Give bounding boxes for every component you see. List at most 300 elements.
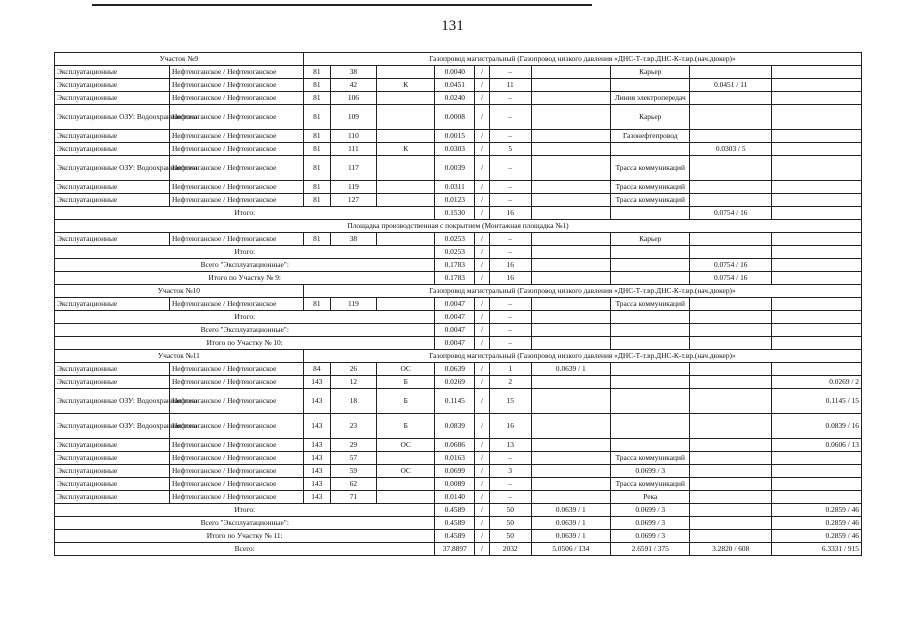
total-label: Итого по Участку № 11: bbox=[55, 530, 435, 543]
area-cell: 0.0123 bbox=[435, 194, 475, 207]
slash-cell: / bbox=[475, 439, 490, 452]
slash-cell: / bbox=[475, 272, 490, 285]
category-cell: Эксплуатационные bbox=[55, 478, 170, 491]
col3-cell bbox=[690, 66, 772, 79]
col3-cell bbox=[690, 389, 772, 414]
table-row bbox=[55, 143, 862, 156]
col2-cell: Трасса коммуникаций bbox=[611, 298, 690, 311]
forestry-cell: Нефтеюганское / Нефтеюганское bbox=[169, 194, 303, 207]
area-cell: 0.0839 bbox=[435, 414, 475, 439]
col4-cell bbox=[772, 194, 862, 207]
forestry-cell: Нефтеюганское / Нефтеюганское bbox=[169, 130, 303, 143]
count-cell: – bbox=[489, 246, 531, 259]
col3-cell bbox=[690, 337, 772, 350]
col1-cell bbox=[531, 337, 610, 350]
code-cell: ОС bbox=[376, 465, 435, 478]
col1-cell bbox=[531, 79, 610, 92]
col1-cell bbox=[531, 207, 610, 220]
col2-cell bbox=[611, 363, 690, 376]
col3-cell: 3.2820 / 608 bbox=[690, 543, 772, 556]
table-row bbox=[55, 465, 862, 478]
table-row bbox=[55, 298, 862, 311]
slash-cell: / bbox=[475, 92, 490, 105]
code-cell: ОС bbox=[376, 439, 435, 452]
col3-cell bbox=[690, 439, 772, 452]
area-cell: 0.0240 bbox=[435, 92, 475, 105]
lot-cell: 117 bbox=[330, 156, 376, 181]
col1-cell bbox=[531, 298, 610, 311]
col1-cell: 0.0639 / 1 bbox=[531, 504, 610, 517]
count-cell: – bbox=[489, 92, 531, 105]
total-row bbox=[55, 530, 862, 543]
count-cell: – bbox=[489, 130, 531, 143]
count-cell: – bbox=[489, 194, 531, 207]
col2-cell: Газонефтепровод bbox=[611, 130, 690, 143]
col4-cell bbox=[772, 79, 862, 92]
total-row bbox=[55, 259, 862, 272]
total-label: Итого: bbox=[55, 311, 435, 324]
area-cell: 0.4589 bbox=[435, 504, 475, 517]
area-cell: 0.0047 bbox=[435, 298, 475, 311]
code-cell bbox=[376, 181, 435, 194]
count-cell: 13 bbox=[489, 439, 531, 452]
col1-cell bbox=[531, 465, 610, 478]
category-cell: Эксплуатационные bbox=[55, 143, 170, 156]
count-cell: – bbox=[489, 452, 531, 465]
col1-cell bbox=[531, 324, 610, 337]
forestry-cell: Нефтеюганское / Нефтеюганское bbox=[169, 181, 303, 194]
col4-cell: 0.2859 / 46 bbox=[772, 517, 862, 530]
slash-cell: / bbox=[475, 298, 490, 311]
area-cell: 0.0699 bbox=[435, 465, 475, 478]
page-number: 131 bbox=[441, 18, 464, 34]
slash-cell: / bbox=[475, 311, 490, 324]
col3-cell bbox=[690, 478, 772, 491]
forestry-cell: Нефтеюганское / Нефтеюганское bbox=[169, 79, 303, 92]
col4-cell bbox=[772, 298, 862, 311]
col1-cell bbox=[531, 389, 610, 414]
code-cell bbox=[376, 105, 435, 130]
code-cell: Б bbox=[376, 414, 435, 439]
area-cell: 0.0140 bbox=[435, 491, 475, 504]
table-row bbox=[55, 92, 862, 105]
forestry-cell: Нефтеюганское / Нефтеюганское bbox=[169, 465, 303, 478]
count-cell: 16 bbox=[489, 259, 531, 272]
col1-cell bbox=[531, 92, 610, 105]
section-header-row bbox=[55, 350, 862, 363]
count-cell: 16 bbox=[489, 272, 531, 285]
col1-cell bbox=[531, 130, 610, 143]
total-label: Всего "Эксплуатационные": bbox=[55, 324, 435, 337]
table-row bbox=[55, 130, 862, 143]
col2-cell: Трасса коммуникаций bbox=[611, 194, 690, 207]
count-cell: 16 bbox=[489, 207, 531, 220]
slash-cell: / bbox=[475, 246, 490, 259]
category-cell: Эксплуатационные ОЗУ: Водоохранная зона bbox=[55, 156, 170, 181]
count-cell: 2 bbox=[489, 376, 531, 389]
col4-cell bbox=[772, 92, 862, 105]
area-cell: 0.0008 bbox=[435, 105, 475, 130]
section-title: Участок №11 bbox=[55, 350, 304, 363]
area-cell: 0.4589 bbox=[435, 530, 475, 543]
col4-cell bbox=[772, 491, 862, 504]
slash-cell: / bbox=[475, 363, 490, 376]
category-cell: Эксплуатационные bbox=[55, 181, 170, 194]
slash-cell: / bbox=[475, 207, 490, 220]
table-body bbox=[55, 53, 862, 556]
forestry-cell: Нефтеюганское / Нефтеюганское bbox=[169, 143, 303, 156]
col3-cell bbox=[690, 376, 772, 389]
quarter-cell: 81 bbox=[303, 156, 330, 181]
col2-cell bbox=[611, 272, 690, 285]
col2-cell: 0.0699 / 3 bbox=[611, 504, 690, 517]
col2-cell bbox=[611, 246, 690, 259]
count-cell: – bbox=[489, 66, 531, 79]
lot-cell: 57 bbox=[330, 452, 376, 465]
col2-cell bbox=[611, 439, 690, 452]
quarter-cell: 143 bbox=[303, 439, 330, 452]
lot-cell: 106 bbox=[330, 92, 376, 105]
total-row bbox=[55, 337, 862, 350]
total-row bbox=[55, 517, 862, 530]
col2-cell bbox=[611, 311, 690, 324]
quarter-cell: 143 bbox=[303, 465, 330, 478]
col4-cell bbox=[772, 324, 862, 337]
quarter-cell: 84 bbox=[303, 363, 330, 376]
total-label: Всего "Эксплуатационные": bbox=[55, 259, 435, 272]
quarter-cell: 143 bbox=[303, 389, 330, 414]
area-cell: 0.0047 bbox=[435, 311, 475, 324]
col2-cell bbox=[611, 79, 690, 92]
slash-cell: / bbox=[475, 324, 490, 337]
quarter-cell: 81 bbox=[303, 194, 330, 207]
code-cell bbox=[376, 156, 435, 181]
code-cell bbox=[376, 298, 435, 311]
slash-cell: / bbox=[475, 143, 490, 156]
count-cell: – bbox=[489, 324, 531, 337]
count-cell: 1 bbox=[489, 363, 531, 376]
lot-cell: 23 bbox=[330, 414, 376, 439]
table-row bbox=[55, 491, 862, 504]
table-row bbox=[55, 439, 862, 452]
col4-cell bbox=[772, 478, 862, 491]
slash-cell: / bbox=[475, 517, 490, 530]
count-cell: 11 bbox=[489, 79, 531, 92]
slash-cell: / bbox=[475, 181, 490, 194]
category-cell: Эксплуатационные bbox=[55, 233, 170, 246]
count-cell: 16 bbox=[489, 414, 531, 439]
category-cell: Эксплуатационные ОЗУ: Водоохранная зона bbox=[55, 414, 170, 439]
quarter-cell: 81 bbox=[303, 66, 330, 79]
count-cell: 50 bbox=[489, 504, 531, 517]
code-cell bbox=[376, 194, 435, 207]
col3-cell bbox=[690, 504, 772, 517]
top-rule bbox=[92, 4, 592, 6]
col4-cell bbox=[772, 246, 862, 259]
col4-cell: 0.0269 / 2 bbox=[772, 376, 862, 389]
area-cell: 0.0039 bbox=[435, 156, 475, 181]
col1-cell: 0.0639 / 1 bbox=[531, 363, 610, 376]
col3-cell: 0.0303 / 5 bbox=[690, 143, 772, 156]
col1-cell bbox=[531, 272, 610, 285]
category-cell: Эксплуатационные ОЗУ: Водоохранная зона bbox=[55, 389, 170, 414]
code-cell bbox=[376, 92, 435, 105]
col4-cell bbox=[772, 259, 862, 272]
col2-cell: Трасса коммуникаций bbox=[611, 452, 690, 465]
col2-cell: Карьер bbox=[611, 66, 690, 79]
col3-cell bbox=[690, 181, 772, 194]
table-row bbox=[55, 376, 862, 389]
col4-cell: 0.2859 / 46 bbox=[772, 530, 862, 543]
area-cell: 0.1783 bbox=[435, 259, 475, 272]
col1-cell bbox=[531, 452, 610, 465]
col3-cell: 0.0451 / 11 bbox=[690, 79, 772, 92]
lot-cell: 127 bbox=[330, 194, 376, 207]
col1-cell bbox=[531, 156, 610, 181]
slash-cell: / bbox=[475, 389, 490, 414]
slash-cell: / bbox=[475, 414, 490, 439]
category-cell: Эксплуатационные bbox=[55, 130, 170, 143]
count-cell: 50 bbox=[489, 530, 531, 543]
col3-cell: 0.0754 / 16 bbox=[690, 259, 772, 272]
total-row bbox=[55, 272, 862, 285]
area-cell: 0.0253 bbox=[435, 233, 475, 246]
lot-cell: 119 bbox=[330, 298, 376, 311]
lot-cell: 29 bbox=[330, 439, 376, 452]
count-cell: – bbox=[489, 156, 531, 181]
col4-cell bbox=[772, 452, 862, 465]
col1-cell bbox=[531, 478, 610, 491]
col4-cell: 6.3331 / 915 bbox=[772, 543, 862, 556]
col3-cell bbox=[690, 491, 772, 504]
col2-cell bbox=[611, 259, 690, 272]
total-row bbox=[55, 504, 862, 517]
lot-cell: 38 bbox=[330, 66, 376, 79]
quarter-cell: 81 bbox=[303, 79, 330, 92]
col4-cell bbox=[772, 272, 862, 285]
slash-cell: / bbox=[475, 491, 490, 504]
lot-cell: 119 bbox=[330, 181, 376, 194]
lot-cell: 62 bbox=[330, 478, 376, 491]
col4-cell bbox=[772, 207, 862, 220]
forestry-cell: Нефтеюганское / Нефтеюганское bbox=[169, 66, 303, 79]
col3-cell: 0.0754 / 16 bbox=[690, 207, 772, 220]
col4-cell bbox=[772, 311, 862, 324]
table-row bbox=[55, 363, 862, 376]
col2-cell: 2.6591 / 375 bbox=[611, 543, 690, 556]
col2-cell: 0.0699 / 3 bbox=[611, 517, 690, 530]
slash-cell: / bbox=[475, 452, 490, 465]
quarter-cell: 143 bbox=[303, 376, 330, 389]
slash-cell: / bbox=[475, 337, 490, 350]
col2-cell: 0.0699 / 3 bbox=[611, 530, 690, 543]
col1-cell: 0.0639 / 1 bbox=[531, 530, 610, 543]
col4-cell: 0.1145 / 15 bbox=[772, 389, 862, 414]
quarter-cell: 81 bbox=[303, 233, 330, 246]
forestry-cell: Нефтеюганское / Нефтеюганское bbox=[169, 414, 303, 439]
col3-cell bbox=[690, 194, 772, 207]
count-cell: – bbox=[489, 233, 531, 246]
category-cell: Эксплуатационные bbox=[55, 298, 170, 311]
lot-cell: 59 bbox=[330, 465, 376, 478]
area-cell: 0.1530 bbox=[435, 207, 475, 220]
section-subtitle: Газопровод магистральный (Газопровод низкого давления «ДНС-Т-т.вр.ДНС-К-т.вр.(нач.дюкер)» bbox=[303, 53, 861, 66]
total-label: Итого: bbox=[55, 207, 435, 220]
col3-cell bbox=[690, 105, 772, 130]
area-cell: 37.8897 bbox=[435, 543, 475, 556]
forestry-cell: Нефтеюганское / Нефтеюганское bbox=[169, 376, 303, 389]
slash-cell: / bbox=[475, 478, 490, 491]
quarter-cell: 81 bbox=[303, 130, 330, 143]
col2-cell: 0.0699 / 3 bbox=[611, 465, 690, 478]
quarter-cell: 81 bbox=[303, 105, 330, 130]
col4-cell bbox=[772, 337, 862, 350]
category-cell: Эксплуатационные bbox=[55, 66, 170, 79]
forestry-cell: Нефтеюганское / Нефтеюганское bbox=[169, 452, 303, 465]
lot-cell: 110 bbox=[330, 130, 376, 143]
table-row bbox=[55, 452, 862, 465]
lot-cell: 109 bbox=[330, 105, 376, 130]
category-cell: Эксплуатационные bbox=[55, 363, 170, 376]
col3-cell bbox=[690, 92, 772, 105]
col4-cell bbox=[772, 181, 862, 194]
forestry-cell: Нефтеюганское / Нефтеюганское bbox=[169, 105, 303, 130]
category-cell: Эксплуатационные bbox=[55, 194, 170, 207]
lot-cell: 18 bbox=[330, 389, 376, 414]
slash-cell: / bbox=[475, 66, 490, 79]
col2-cell: Карьер bbox=[611, 233, 690, 246]
area-cell: 0.0253 bbox=[435, 246, 475, 259]
slash-cell: / bbox=[475, 156, 490, 181]
area-cell: 0.0451 bbox=[435, 79, 475, 92]
quarter-cell: 81 bbox=[303, 298, 330, 311]
category-cell: Эксплуатационные bbox=[55, 376, 170, 389]
quarter-cell: 81 bbox=[303, 143, 330, 156]
section-header-row bbox=[55, 285, 862, 298]
code-cell: К bbox=[376, 79, 435, 92]
total-row bbox=[55, 207, 862, 220]
forestry-cell: Нефтеюганское / Нефтеюганское bbox=[169, 478, 303, 491]
code-cell bbox=[376, 233, 435, 246]
area-cell: 0.0015 bbox=[435, 130, 475, 143]
lot-cell: 38 bbox=[330, 233, 376, 246]
col2-cell: Река bbox=[611, 491, 690, 504]
col1-cell bbox=[531, 194, 610, 207]
area-cell: 0.0047 bbox=[435, 337, 475, 350]
col1-cell bbox=[531, 66, 610, 79]
quarter-cell: 143 bbox=[303, 491, 330, 504]
col1-cell bbox=[531, 491, 610, 504]
code-cell: К bbox=[376, 143, 435, 156]
area-cell: 0.4589 bbox=[435, 517, 475, 530]
count-cell: – bbox=[489, 337, 531, 350]
total-row bbox=[55, 311, 862, 324]
code-cell bbox=[376, 452, 435, 465]
col2-cell bbox=[611, 143, 690, 156]
table-row bbox=[55, 194, 862, 207]
grand-total-row bbox=[55, 543, 862, 556]
col4-cell: 0.0839 / 16 bbox=[772, 414, 862, 439]
col1-cell bbox=[531, 376, 610, 389]
section-subtitle: Газопровод магистральный (Газопровод низкого давления «ДНС-Т-т.вр.ДНС-К-т.вр.(нач.дюкер)» bbox=[303, 285, 861, 298]
count-cell: 2032 bbox=[489, 543, 531, 556]
col1-cell: 5.0506 / 134 bbox=[531, 543, 610, 556]
col4-cell bbox=[772, 66, 862, 79]
col2-cell bbox=[611, 414, 690, 439]
count-cell: 5 bbox=[489, 143, 531, 156]
col2-cell bbox=[611, 337, 690, 350]
col3-cell bbox=[690, 324, 772, 337]
count-cell: – bbox=[489, 478, 531, 491]
section-title: Участок №9 bbox=[55, 53, 304, 66]
col3-cell bbox=[690, 530, 772, 543]
total-label: Итого: bbox=[55, 504, 435, 517]
col2-cell: Линия электропередач bbox=[611, 92, 690, 105]
forestry-cell: Нефтеюганское / Нефтеюганское bbox=[169, 156, 303, 181]
col2-cell: Трасса коммуникаций bbox=[611, 156, 690, 181]
count-cell: – bbox=[489, 311, 531, 324]
col2-cell bbox=[611, 389, 690, 414]
col3-cell bbox=[690, 311, 772, 324]
table-row bbox=[55, 181, 862, 194]
col2-cell: Карьер bbox=[611, 105, 690, 130]
code-cell: Б bbox=[376, 389, 435, 414]
category-cell: Эксплуатационные bbox=[55, 465, 170, 478]
col3-cell: 0.0754 / 16 bbox=[690, 272, 772, 285]
count-cell: – bbox=[489, 181, 531, 194]
col1-cell bbox=[531, 233, 610, 246]
code-cell: ОС bbox=[376, 363, 435, 376]
col3-cell bbox=[690, 363, 772, 376]
lot-cell: 12 bbox=[330, 376, 376, 389]
col3-cell bbox=[690, 452, 772, 465]
code-cell bbox=[376, 491, 435, 504]
col3-cell bbox=[690, 233, 772, 246]
total-row bbox=[55, 246, 862, 259]
count-cell: – bbox=[489, 105, 531, 130]
col4-cell bbox=[772, 363, 862, 376]
table-row bbox=[55, 66, 862, 79]
col3-cell bbox=[690, 465, 772, 478]
slash-cell: / bbox=[475, 465, 490, 478]
count-cell: 3 bbox=[489, 465, 531, 478]
col3-cell bbox=[690, 156, 772, 181]
code-cell bbox=[376, 66, 435, 79]
slash-cell: / bbox=[475, 530, 490, 543]
quarter-cell: 81 bbox=[303, 181, 330, 194]
col1-cell bbox=[531, 414, 610, 439]
total-label: Всего "Эксплуатационные": bbox=[55, 517, 435, 530]
forestry-cell: Нефтеюганское / Нефтеюганское bbox=[169, 363, 303, 376]
category-cell: Эксплуатационные bbox=[55, 79, 170, 92]
table-row bbox=[55, 389, 862, 414]
table-row bbox=[55, 156, 862, 181]
category-cell: Эксплуатационные bbox=[55, 92, 170, 105]
slash-cell: / bbox=[475, 233, 490, 246]
quarter-cell: 143 bbox=[303, 414, 330, 439]
area-cell: 0.0311 bbox=[435, 181, 475, 194]
col2-cell bbox=[611, 207, 690, 220]
total-row bbox=[55, 324, 862, 337]
area-cell: 0.1145 bbox=[435, 389, 475, 414]
count-cell: – bbox=[489, 491, 531, 504]
slash-cell: / bbox=[475, 259, 490, 272]
forestry-cell: Нефтеюганское / Нефтеюганское bbox=[169, 389, 303, 414]
quarter-cell: 143 bbox=[303, 478, 330, 491]
col3-cell bbox=[690, 414, 772, 439]
quarter-cell: 143 bbox=[303, 452, 330, 465]
forestry-cell: Нефтеюганское / Нефтеюганское bbox=[169, 92, 303, 105]
